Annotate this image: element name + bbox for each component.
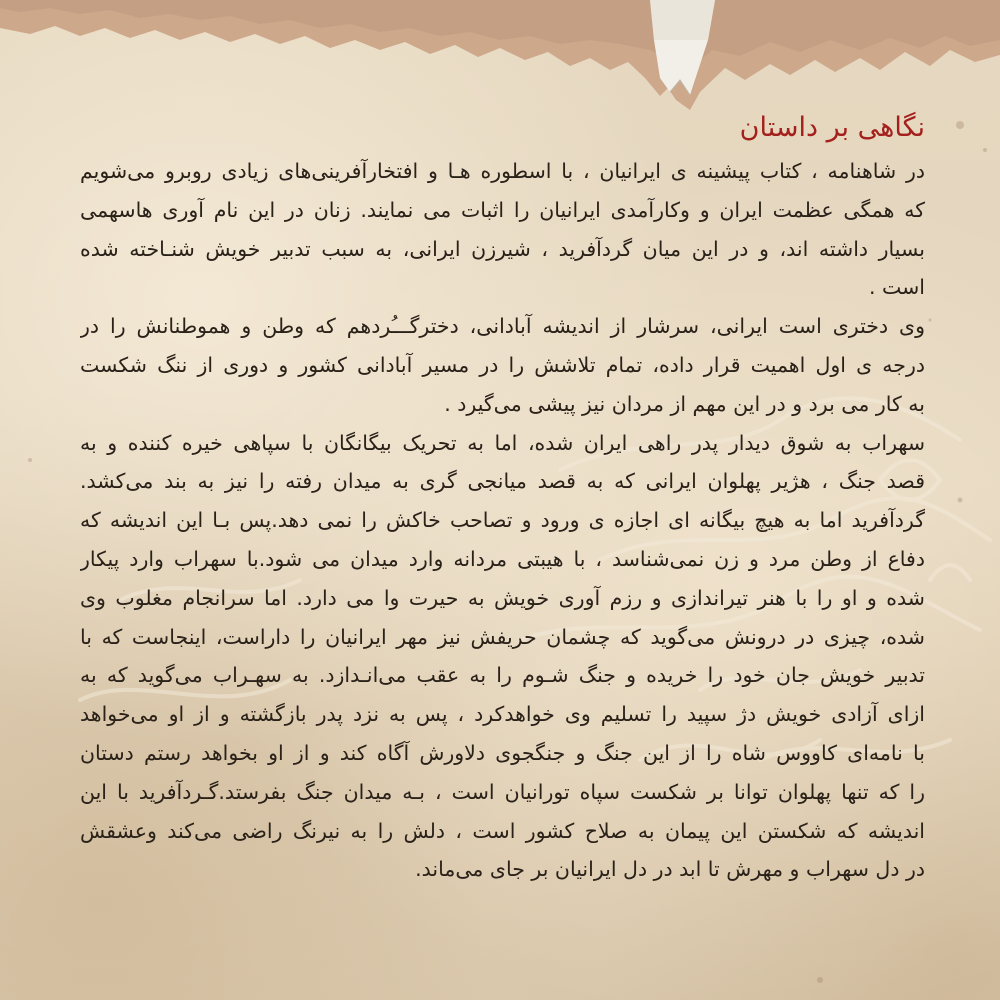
text-line: است .: [868, 275, 925, 300]
text-line: وی دختری است ایرانی، سرشار از اندیشه آبادانی، دخترگـــُردهم که وطن و هموطنانش را در: [80, 314, 925, 339]
text-line: که همگی عظمت ایران و وکارآمدی ایرانیان را اثبات می نمایند. زنان در این نام آوری هاسهمی: [80, 197, 925, 222]
text-line: را که تنها پهلوان توانا بر شکست سپاه تورانیان است ، بـه میدان جنگ بفرستد.گـردآفرید با این: [80, 779, 925, 804]
text-line: سهراب به شوق دیدار پدر راهی ایران شده، اما به تحریک بیگانگان با سپاهی خیره کننده و به: [80, 430, 925, 455]
text-line: شده، چیزی در درونش می‌گوید که چشمان حریفش نیز مهر ایرانیان را داراست، اینجاست که با: [80, 624, 925, 649]
paragraph-sohrab: [80, 424, 925, 890]
text-line: به کار می برد و در این مهم از مردان نیز پیشی می‌گیرد .: [444, 391, 925, 416]
text-line: اندیشه که شکستن این پیمان به صلاح کشور است ، دلش را به نیرنگ راضی می‌کند وعشقش: [80, 818, 925, 843]
text-line: بسیار داشته اند، و در این میان گردآفرید ، شیرزن ایرانی، به سبب تدبیر خویش شنـاخته شده: [80, 236, 925, 261]
text-line: گردآفرید اما به هیچ بیگانه ای اجازه ی ورود و تصاحب خاکش را نمی دهد.پس بـا این اندیشه که: [80, 508, 925, 533]
text-line: ازای آزادی خویش دژ سپید را تسلیم وی خواهدکرد ، پس به نزد پدر بازگشته و از او می‌خواهد: [80, 702, 925, 727]
text-line: قصد جنگ ، هژیر پهلوان ایرانی که به قصد میانجی گری به میدان رفته را نیز به بند می‌کشد.: [80, 469, 925, 494]
paragraph-gordafarid: [80, 307, 925, 423]
page-title: نگاهی بر داستان: [739, 112, 925, 143]
torn-paper-band: [0, 0, 1000, 120]
text-line: دفاع از وطن مرد و زن نمی‌شناسد ، با هیبتی مردانه وارد میدان می شود.با سهراب وارد پیکار: [80, 546, 925, 571]
text-line: درجه ی اول اهمیت قرار داده، تمام تلاشش را در مسیر آبادانی کشور و دوری از ننگ شکست: [80, 352, 925, 377]
story-article: [80, 108, 925, 889]
paragraph-intro: [80, 152, 925, 307]
text-line: شده و او را با هنر تیراندازی و رزم آوری خویش به حیرت وا می دارد. اما سرانجام مغلوب وی: [80, 585, 925, 610]
text-line: در دل سهراب و مهرش تا ابد در دل ایرانیان بر جای می‌ماند.: [415, 857, 925, 882]
folded-ribbon: [620, 0, 740, 110]
text-line: در شاهنامه ، کتاب پیشینه ی ایرانیان ، با اسطوره هـا و افتخارآفرینی‌های زیادی روبرو می‌شویم: [80, 159, 925, 183]
text-line: با نامه‌ای کاووس شاه را از این جنگ و جنگجوی دلاورش آگاه کند و از او بخواهد رستم دستان: [80, 740, 925, 765]
text-line: تدبیر خویش جان خود را خریده و جنگ شـوم را به عقب می‌انـدازد. به سهـراب می‌گوید که به: [80, 663, 925, 688]
